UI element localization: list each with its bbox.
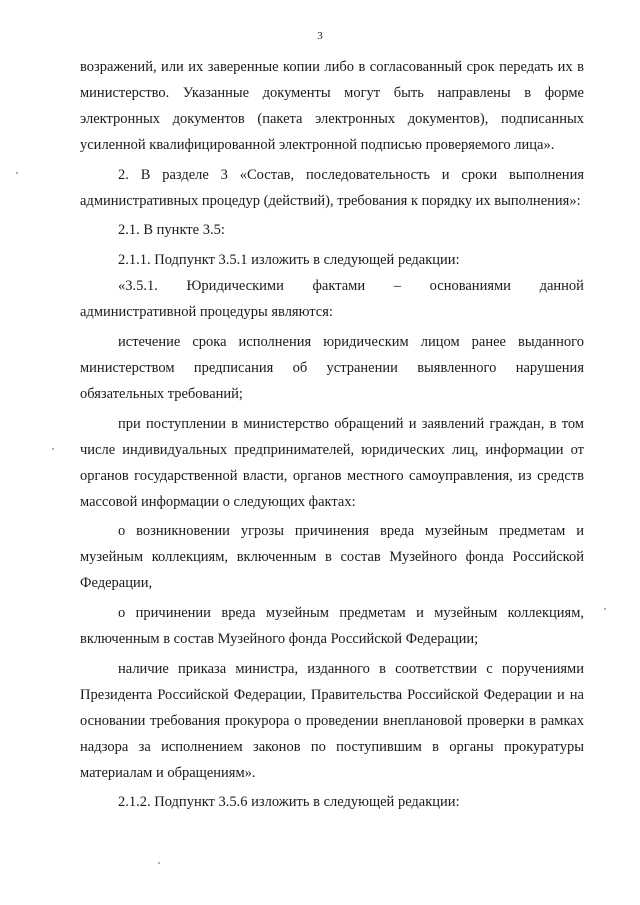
paragraph: 2. В разделе 3 «Состав, последовательность и сроки выполнения административных процедур (действий), требования к порядку их выполнения»: bbox=[80, 166, 584, 209]
paragraph: наличие приказа министра, изданного в соответствии с поручениями Президента Российской Федерации, Правительства Российской Федерации и на основании требования прокурора о проведении внеплановой проверки в рамках надзора за исполнением законов по поступившим в органы прокуратуры материалам и обращениям». bbox=[80, 660, 584, 781]
paragraph: 2.1.1. Подпункт 3.5.1 изложить в следующей редакции: bbox=[118, 252, 460, 269]
scan-speck bbox=[158, 862, 160, 864]
paragraph-continuation: административной процедуры являются: bbox=[80, 304, 333, 321]
scan-speck bbox=[604, 608, 606, 610]
page-number: 3 bbox=[317, 30, 323, 42]
word: основаниями bbox=[429, 278, 511, 295]
paragraph: о возникновении угрозы причинения вреда музейным предметам и музейным коллекциям, включенным в состав Музейного фонда Российской Федерации, bbox=[80, 523, 584, 592]
word: данной bbox=[539, 278, 584, 295]
paragraph: 2.1.2. Подпункт 3.5.6 изложить в следующей редакции: bbox=[118, 794, 460, 811]
word: Юридическими bbox=[186, 278, 284, 295]
paragraph-first-line bbox=[118, 274, 584, 300]
paragraph: при поступлении в министерство обращений и заявлений граждан, в том числе индивидуальных предпринимателей, юридических лиц, информации от органов государственной власти, органов местного самоуправления, из средств массовой информации о следующих фактах: bbox=[80, 415, 584, 510]
word: – bbox=[393, 278, 401, 295]
paragraph: возражений, или их заверенные копии либо в согласованный срок передать их в министерство. Указанные документы могут быть направлены в форме электронных документов (пакета электронных документов), подписанных усиленной квалифицированной электронной подписью проверяемого лица». bbox=[80, 59, 584, 153]
word: фактами bbox=[312, 278, 366, 295]
paragraph: 2.1. В пункте 3.5: bbox=[118, 222, 225, 239]
paragraph: истечение срока исполнения юридическим лицом ранее выданного министерством предписания об устранении выявленного нарушения обязательных требований; bbox=[80, 334, 584, 402]
paragraph: о причинении вреда музейным предметам и музейным коллекциям, включенным в состав Музейного фонда Российской Федерации; bbox=[80, 605, 584, 648]
scan-speck bbox=[52, 448, 54, 450]
paragraph-split bbox=[80, 274, 584, 300]
document-body bbox=[80, 55, 584, 816]
word: «3.5.1. bbox=[118, 278, 158, 295]
scan-speck bbox=[16, 172, 18, 174]
